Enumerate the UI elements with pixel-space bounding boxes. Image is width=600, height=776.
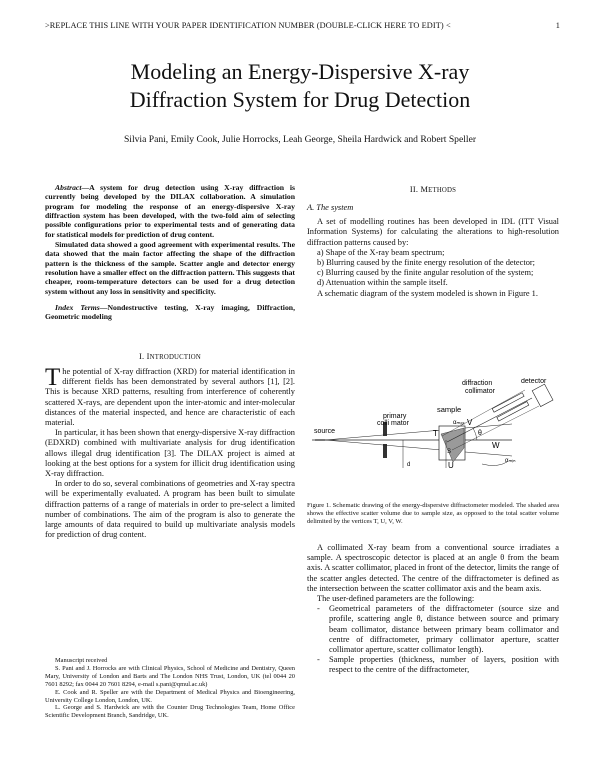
running-header <box>45 21 560 30</box>
footnote-4: L. George and S. Hardwick are with the Counter Drug Technologies Team, Home Office Scientific Development Branch, Sandridge, UK. <box>45 704 295 720</box>
abstract-text: —A system for drug detection using X-ray diffraction is currently being developed by the DILAX collaboration. A simulation program for modeling the response of an energy-dispersive X-ray diffraction system has been developed, with the two-fold aim of selecting possible configurations prior to experimental tests and of generating data for statistical models for prediction of drug content. <box>45 183 295 239</box>
label-alpha-max: αₘₐₓ <box>453 420 465 426</box>
label-W: W <box>492 441 500 450</box>
label-U: U <box>448 461 454 470</box>
footnote-2: S. Pani and J. Horrocks are with Clinical Physics, School of Medicine and Dentistry, Queen Mary, University of London and Barts and The London NHS Trust, London, UK (tel 0044 20 7601 8292; fax 0044 20 7601 8294, e-mail s.pani@qmul.ac.uk) <box>45 664 295 688</box>
label-collimator: collimator <box>465 388 495 395</box>
paper-title <box>0 58 600 114</box>
figure-1-diagram <box>307 378 560 498</box>
title-line-1: Modeling an Energy-Dispersive X-ray <box>130 59 470 84</box>
methods-top <box>307 203 559 299</box>
list-c: c) Blurring caused by the finite angular resolution of the system; <box>317 268 534 278</box>
label-diffraction: diffraction <box>462 380 493 387</box>
author-list: Silvia Pani, Emily Cook, Julie Horrocks, Leah George, Sheila Hardwick and Robert Speller <box>123 134 477 145</box>
label-S: S <box>447 449 452 455</box>
abstract-label: Abstract <box>55 183 82 192</box>
label-d: d <box>407 462 411 468</box>
list-d: d) Attenuation within the sample itself. <box>317 278 448 288</box>
methods-p1: A set of modelling routines has been developed in IDL (ITT Visual Information Systems) for calculating the alterations to high-resolution diffraction patterns caused by: <box>307 217 559 247</box>
list-a: a) Shape of the X-ray beam spectrum; <box>317 247 445 257</box>
list-item: - Sample properties (thickness, number of layers, position with respect to the centre of the diffractometer, <box>329 655 559 675</box>
primary-collimator-bottom <box>383 444 387 458</box>
footnote-1: Manuscript received <box>55 657 108 664</box>
subsection-a: A. The system <box>307 203 354 212</box>
intro-p2: In particular, it has been shown that energy-dispersive X-ray diffraction (EDXRD) combined with multivariate analysis for drug identification allows illegal drug identification [3]. The DILAX project is aimed at looking at the best options for a system for illicit drug identification using X-ray diffraction. <box>45 428 295 479</box>
methods-p3: A collimated X-ray beam from a conventional source irradiates a sample. A spectroscopic detector is placed at an angle θ from the beam axis. A scatter collimator, placed in front of the detector, limits the range of the scatter angles detected. The centre of the diffractometer is defined as the intersection between the scatter collimator axis and the beam axis. <box>307 543 559 593</box>
methods-bottom <box>307 543 559 676</box>
label-T: T <box>433 429 438 438</box>
detector-box <box>532 384 553 406</box>
index-terms-text: —Nondestructive testing, X-ray imaging, Diffraction, Geometric modeling <box>45 303 295 322</box>
methods-p4: The user-defined parameters are the following: <box>317 594 475 604</box>
methods-p2: A schematic diagram of the system modeled is shown in Figure 1. <box>317 288 538 298</box>
footnotes <box>45 657 295 720</box>
footnote-3: E. Cook and R. Speller are with the Department of Medical Physics and Bioengineering, University College London, London, UK. <box>45 688 295 704</box>
intro-body <box>45 364 296 540</box>
title-line-2: Diffraction System for Drug Detection <box>129 87 471 112</box>
label-alpha-min: αₘᵢₙ <box>505 458 516 464</box>
methods-heading: II. METHODS <box>409 185 457 194</box>
figure-1-caption: Figure 1. Schematic drawing of the energy-dispersive diffractometer modeled. The shaded area shows the effective scatter volume due to sample size, as opposed to the total scatter volume delimited by the vertices T, U, V, W. <box>307 502 559 526</box>
list-item: - Geometrical parameters of the diffractometer (source size and profile, scattering angle θ, distance between source and primary beam collimator, distance between primary beam collimator and centre of diffractometer, primary collimator aperture, scatter collimator aperture, scatter collimator length). <box>329 604 559 655</box>
label-sample: sample <box>437 405 462 414</box>
label-V: V <box>467 418 473 427</box>
abstract-para-2: Simulated data showed a good agreement with experimental results. The data showed that the main factor affecting the shape of the diffraction pattern is the thickness of the sample. Scatter angle and detector energy resolution have a smaller effect on the diffraction pattern. This suggests that cheaper, room-temperature detectors can be used for a drug detection system without any loss in sensitivity and specificity. <box>45 240 295 296</box>
abstract <box>45 183 295 323</box>
label-primary: primary <box>383 413 407 420</box>
intro-p1: he potential of X-ray diffraction (XRD) for material identification in different fields has been demonstrated by several authors [1], [2]. This is because XRD patterns, resulting from interference of coherently scattered X-rays, are dependent upon the inter-atomic and inter-molecular distances of the material inspected, and hence are characteristic of each material. <box>45 367 295 428</box>
header-text: >REPLACE THIS LINE WITH YOUR PAPER IDENTIFICATION NUMBER (DOUBLE-CLICK HERE TO EDIT) < <box>45 21 451 30</box>
dropcap: T <box>45 364 61 391</box>
intro-p3: In order to do so, several combinations of geometries and X-ray spectra will be experimentally evaluated. A program has been built to simulate diffraction patterns of a range of materials in order to pre-select a limited number of combinations. The aim of the program is also to generate the large amounts of data required to build up multivariate analysis models for prediction of drug content. <box>45 479 296 540</box>
index-terms-label: Index Terms <box>55 303 100 313</box>
parameter-list <box>307 604 559 675</box>
label-detector: detector <box>521 378 547 385</box>
page-number: 1 <box>555 21 560 30</box>
label-theta: θ <box>478 430 482 437</box>
label-source: source <box>314 428 336 435</box>
label-colli-mator: colli mator <box>377 420 409 427</box>
intro-heading: I. INTRODUCTION <box>139 352 201 361</box>
list-b: b) Blurring caused by the finite energy resolution of the detector; <box>317 258 535 268</box>
